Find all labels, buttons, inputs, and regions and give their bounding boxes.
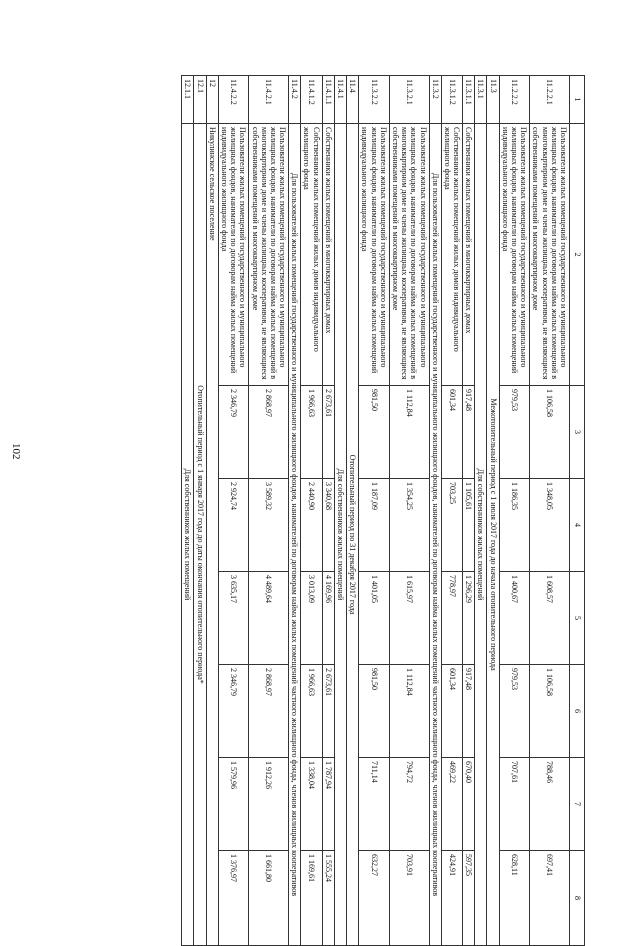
row-description: Собственники жилых помещений в многоквартирных домах (322, 124, 334, 386)
value-cell: 703,25 (441, 479, 462, 572)
value-cell: 917,48 (463, 665, 475, 758)
row-description: Пользователи жилых помещений государственного и муниципального жилищных фондов, наниматели по договорам найма жилых помещений индивидуального жилищного фонда (499, 124, 530, 386)
value-cell: 711,14 (359, 758, 390, 851)
header-cell: 3 (570, 386, 585, 479)
row-number: 11.4.2 (289, 76, 301, 124)
section-row (487, 76, 499, 946)
value-cell: 1 296,29 (463, 572, 475, 665)
row-description: Собственники жилых помещений в многоквартирных домах (463, 124, 475, 386)
row-description: Пользователи жилых помещений государственного и муниципального жилищных фондов, наниматели по договорам найма жилых помещений в многоквартирном доме и члены жилищных кооперативов, не являющиеся собственниками помещений в многоквартирном доме (530, 124, 570, 386)
value-cell: 1 112,84 (389, 386, 429, 479)
table-row (441, 76, 462, 946)
value-cell: 3 589,32 (249, 479, 289, 572)
row-description: Пользователи жилых помещений государственного и муниципального жилищных фондов, наниматели по договорам найма жилых помещений индивидуального жилищного фонда (359, 124, 390, 386)
page-number: 102 (10, 443, 22, 460)
value-cell: 1 400,67 (499, 572, 530, 665)
tariff-table (181, 75, 585, 946)
value-cell: 469,22 (441, 758, 462, 851)
header-cell: 7 (570, 758, 585, 851)
value-cell: 424,91 (441, 851, 462, 946)
value-cell: 1 615,97 (389, 572, 429, 665)
value-cell: 1 579,96 (218, 758, 249, 851)
value-cell: 2 673,61 (322, 665, 334, 758)
value-cell: 1 354,25 (389, 479, 429, 572)
value-cell: 1 376,97 (218, 851, 249, 946)
section-title: Межотопительный период с 1 июля 2017 года до начала отопительного периода (487, 124, 499, 946)
value-cell: 1 112,84 (389, 665, 429, 758)
row-number: 11.4.1.2 (301, 76, 322, 124)
row-number: 11.4 (347, 76, 359, 124)
section-title: Для пользователей жилых помещений государственного и муниципального жилищного фондов, нанимателей по договорам найма жилых помещений частного жилищного фонда, членов жилищных кооперативов (429, 124, 441, 946)
value-cell: 794,72 (389, 758, 429, 851)
header-cell: 8 (570, 851, 585, 946)
value-cell: 981,50 (359, 386, 390, 479)
value-cell: 2 346,79 (218, 386, 249, 479)
row-number: 11.3.2.2 (359, 76, 390, 124)
row-description: Собственники жилых помещений жилых домов индивидуального жилищного фонда (441, 124, 462, 386)
value-cell: 1 106,58 (530, 665, 570, 758)
row-number: 11.4.1.1 (322, 76, 334, 124)
row-number: 11.3.2.1 (389, 76, 429, 124)
value-cell: 2 673,61 (322, 386, 334, 479)
value-cell: 1 912,26 (249, 758, 289, 851)
value-cell: 670,40 (463, 758, 475, 851)
value-cell: 601,34 (441, 386, 462, 479)
row-number: 11.3.1 (475, 76, 487, 124)
value-cell: 1 338,04 (301, 758, 322, 851)
row-number: 12 (206, 76, 218, 124)
section-title: Для пользователей жилых помещений государственного и муниципального жилищного фондов, нанимателей по договорам найма жилых помещений частного жилищного фонда, членов жилищных кооперативов (289, 124, 301, 946)
value-cell: 3 635,17 (218, 572, 249, 665)
section-title: Для собственников жилых помещений (334, 124, 346, 946)
section-title: Для собственников жилых помещений (475, 124, 487, 946)
value-cell: 1 787,94 (322, 758, 334, 851)
value-cell: 4 169,96 (322, 572, 334, 665)
section-row (347, 76, 359, 946)
row-number: 12.1.1 (182, 76, 194, 124)
row-number: 11.3.1.2 (441, 76, 462, 124)
value-cell: 597,35 (463, 851, 475, 946)
row-description: Пользователи жилых помещений государственного и муниципального жилищных фондов, наниматели по договорам найма жилых помещений индивидуального жилищного фонда (218, 124, 249, 386)
section-row (429, 76, 441, 946)
table-row (389, 76, 429, 946)
row-description: Собственники жилых помещений жилых домов индивидуального жилищного фонда (301, 124, 322, 386)
row-number: 11.2.2.1 (530, 76, 570, 124)
value-cell: 697,41 (530, 851, 570, 946)
settlement-title: Никулинское сельское поселение (206, 124, 218, 946)
value-cell: 628,11 (499, 851, 530, 946)
section-row (475, 76, 487, 946)
row-number: 11.4.1 (334, 76, 346, 124)
value-cell: 1 187,09 (359, 479, 390, 572)
value-cell: 3 013,09 (301, 572, 322, 665)
value-cell: 2 868,97 (249, 386, 289, 479)
row-number: 11.3.1.1 (463, 76, 475, 124)
row-number: 11.3.2 (429, 76, 441, 124)
section-row (194, 76, 206, 946)
value-cell: 601,34 (441, 665, 462, 758)
row-number: 11.4.2.2 (218, 76, 249, 124)
rotated-table-container (53, 75, 585, 945)
value-cell: 1 608,57 (530, 572, 570, 665)
row-number: 12.1 (194, 76, 206, 124)
section-row (334, 76, 346, 946)
value-cell: 703,91 (389, 851, 429, 946)
table-row (359, 76, 390, 946)
value-cell: 1 186,35 (499, 479, 530, 572)
section-title: Отопительный период с 1 января 2017 года до даты окончания отопительного периода* (194, 124, 206, 946)
value-cell: 2 346,79 (218, 665, 249, 758)
value-cell: 917,48 (463, 386, 475, 479)
value-cell: 1 966,63 (301, 386, 322, 479)
value-cell: 981,50 (359, 665, 390, 758)
value-cell: 4 489,64 (249, 572, 289, 665)
value-cell: 979,53 (499, 386, 530, 479)
value-cell: 1 966,63 (301, 665, 322, 758)
row-number: 11.3 (487, 76, 499, 124)
row-number: 11.4.2.1 (249, 76, 289, 124)
header-cell: 5 (570, 572, 585, 665)
table-row (301, 76, 322, 946)
table-row (463, 76, 475, 946)
section-row (289, 76, 301, 946)
row-description: Пользователи жилых помещений государственного и муниципального жилищных фондов, наниматели по договорам найма жилых помещений в многоквартирном доме и члены жилищных кооперативов, не являющиеся собственниками помещений в многоквартирном доме (389, 124, 429, 386)
header-cell: 4 (570, 479, 585, 572)
value-cell: 1 169,61 (301, 851, 322, 946)
value-cell: 788,46 (530, 758, 570, 851)
table-row (322, 76, 334, 946)
header-cell: 2 (570, 124, 585, 386)
value-cell: 3 340,68 (322, 479, 334, 572)
value-cell: 707,61 (499, 758, 530, 851)
table-row (530, 76, 570, 946)
value-cell: 1 401,05 (359, 572, 390, 665)
value-cell: 778,97 (441, 572, 462, 665)
header-cell: 1 (570, 76, 585, 124)
row-description: Пользователи жилых помещений государственного и муниципального жилищных фондов, наниматели по договорам найма жилых помещений в многоквартирном доме и члены жилищных кооперативов, не являющиеся собственниками помещений в многоквартирном доме (249, 124, 289, 386)
row-number: 11.2.2.2 (499, 76, 530, 124)
header-row (570, 76, 585, 946)
value-cell: 2 868,97 (249, 665, 289, 758)
section-title: Отопительный период по 31 декабря 2017 года (347, 124, 359, 946)
value-cell: 2 924,74 (218, 479, 249, 572)
value-cell: 1 348,05 (530, 479, 570, 572)
value-cell: 1 555,24 (322, 851, 334, 946)
value-cell: 1 105,61 (463, 479, 475, 572)
value-cell: 979,53 (499, 665, 530, 758)
value-cell: 1 661,80 (249, 851, 289, 946)
value-cell: 2 440,90 (301, 479, 322, 572)
value-cell: 1 106,58 (530, 386, 570, 479)
table-row (249, 76, 289, 946)
value-cell: 632,27 (359, 851, 390, 946)
section-row (182, 76, 194, 946)
table-row (499, 76, 530, 946)
section-title: Для собственников жилых помещений (182, 124, 194, 946)
table-row (218, 76, 249, 946)
header-cell: 6 (570, 665, 585, 758)
settlement-row (206, 76, 218, 946)
